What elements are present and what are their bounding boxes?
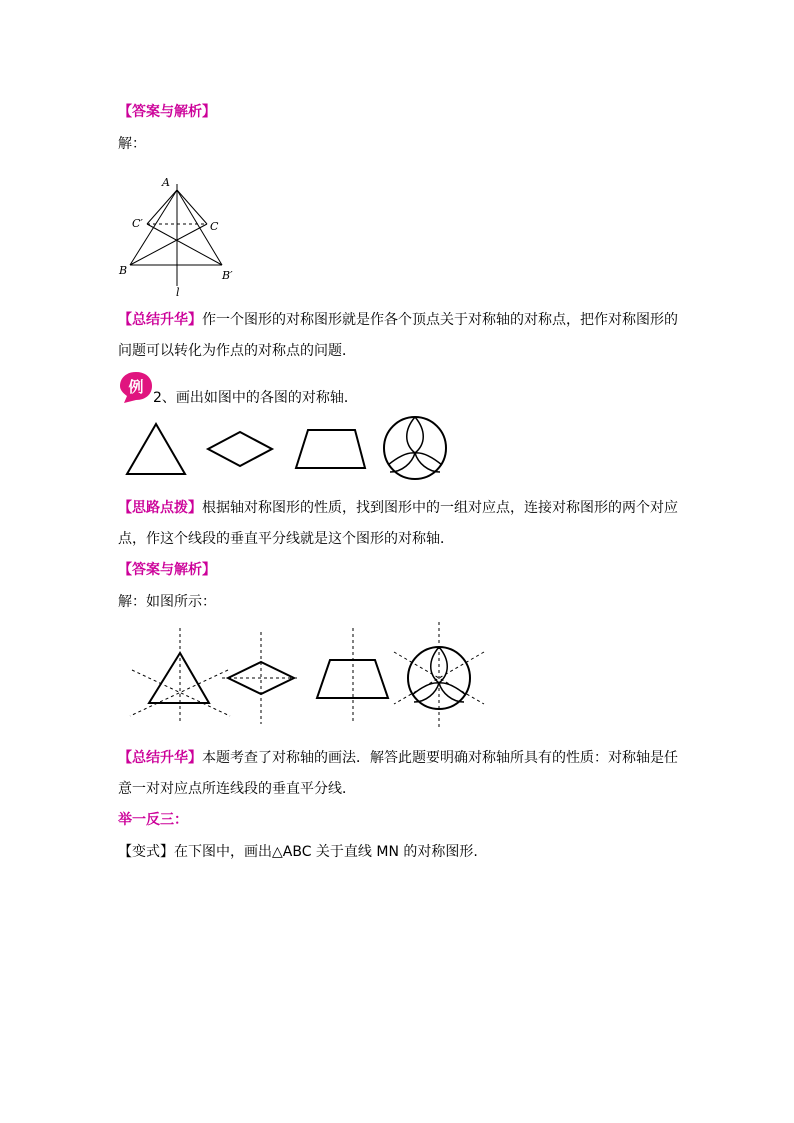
solution-text-2: 解：如图所示： (118, 594, 216, 610)
shape-triangle (127, 424, 185, 474)
variant-label: 【变式】 (118, 844, 174, 860)
variant-text: 在下图中，画出△ABC 关于直线 MN 的对称图形. (174, 844, 478, 860)
segment-AC-prime (147, 190, 177, 224)
shape-circle-petals (384, 417, 446, 479)
hint-line-1 (118, 498, 678, 518)
segment-BC (130, 224, 207, 265)
label-A: A (162, 176, 170, 189)
solution-label-1: 解： (118, 136, 146, 152)
axis-triangle (149, 653, 209, 703)
shape-trapezoid (296, 430, 365, 468)
example-badge-label: 例 (128, 378, 144, 396)
hint-text-1: 根据轴对称图形的性质，找到图形中的一组对应点，连接对称图形的两个对应 (202, 500, 678, 516)
hint-heading: 【思路点拨】 (118, 500, 202, 516)
answer-heading-1: 【答案与解析】 (118, 104, 216, 120)
example-2-text: 2、画出如图中的各图的对称轴． (153, 390, 358, 406)
summary-2-text-1: 本题考查了对称轴的画法．解答此题要明确对称轴所具有的性质：对称轴是任 (202, 750, 678, 766)
label-C-prime: C′ (132, 217, 143, 230)
summary-2-line-2: 意一对对应点所连线段的垂直平分线． (118, 781, 356, 797)
summary-heading-2: 【总结升华】 (118, 750, 202, 766)
summary-1-line-2: 问题可以转化为作点的对称点的问题． (118, 343, 356, 359)
summary-1-text-1: 作一个图形的对称图形就是作各个顶点关于对称轴的对称点，把作对称图形的 (202, 312, 678, 328)
label-B-prime: B′ (222, 269, 233, 282)
hint-line-2: 点，作这个线段的垂直平分线就是这个图形的对称轴． (118, 531, 454, 547)
summary-2-line-1 (118, 748, 678, 768)
shape-rhombus (208, 432, 272, 466)
practice-heading: 举一反三： (118, 812, 188, 828)
summary-heading-1: 【总结升华】 (118, 312, 202, 328)
label-C: C (210, 220, 219, 233)
example-badge-icon (118, 370, 154, 404)
reflection-figure (110, 168, 260, 300)
variant-line (118, 842, 478, 862)
segment-AC (177, 190, 207, 224)
answer-heading-2: 【答案与解析】 (118, 562, 216, 578)
symmetry-axes-figure (118, 620, 488, 732)
summary-1-line-1 (118, 310, 678, 330)
label-l: l (176, 286, 180, 299)
label-B: B (119, 264, 128, 277)
shapes-figure (118, 412, 458, 480)
